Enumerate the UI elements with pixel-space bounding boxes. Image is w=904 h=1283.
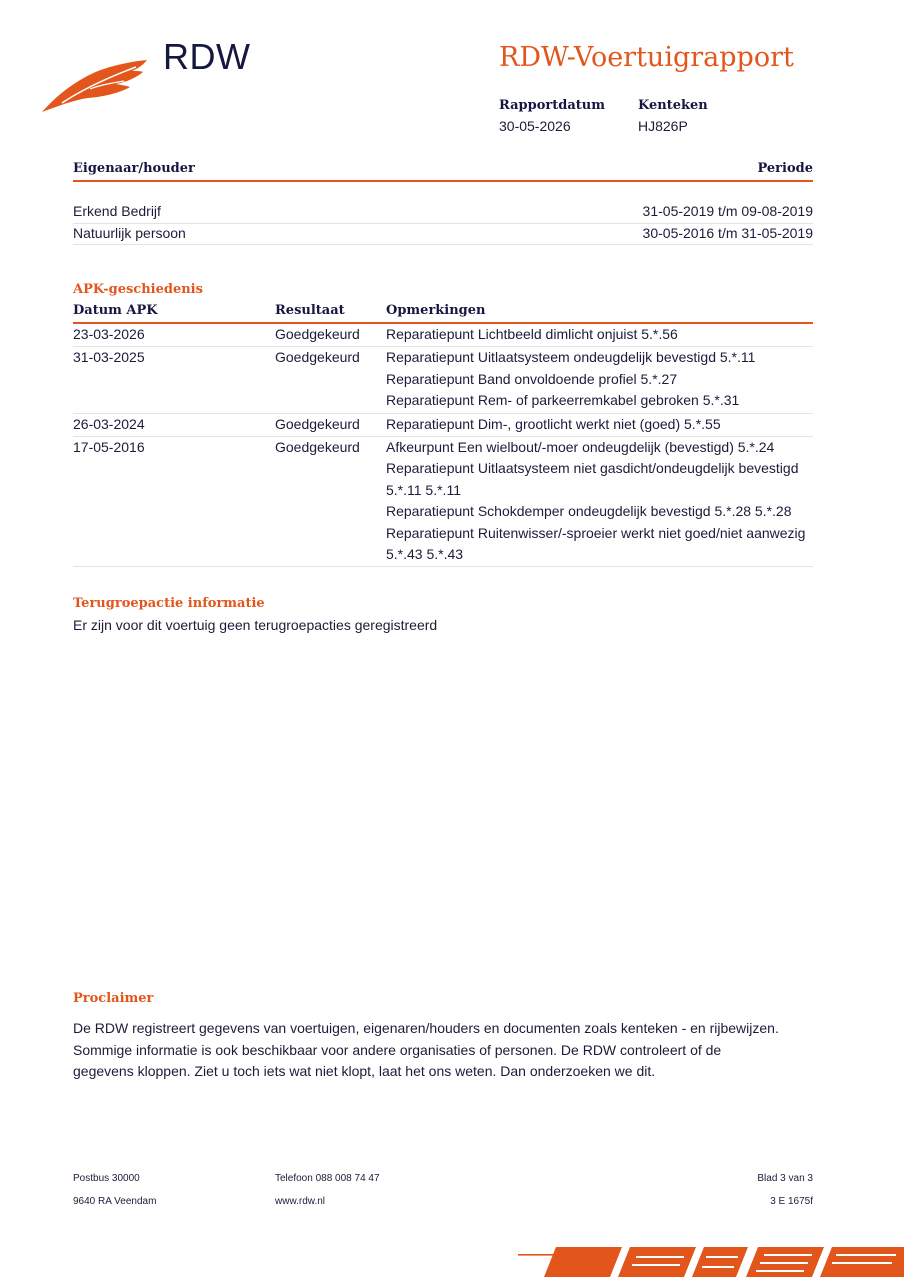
apk-date: 31-03-2025	[73, 349, 145, 366]
table-row	[73, 414, 813, 437]
owner-row-1-period: 31-05-2019 t/m 09-08-2019	[642, 203, 813, 219]
apk-result: Goedgekeurd	[275, 439, 360, 456]
apk-table	[73, 324, 813, 567]
owner-row-2-name: Natuurlijk persoon	[73, 225, 186, 241]
apk-remarks	[386, 437, 811, 565]
footer-document-code: 3 E 1675f	[770, 1196, 813, 1207]
footer-address-line-1: Postbus 30000	[73, 1173, 140, 1184]
table-row	[73, 437, 813, 567]
owner-heading-rule	[73, 180, 813, 182]
report-date: 30-05-2026	[499, 118, 571, 134]
apk-col-remarks: Opmerkingen	[386, 303, 486, 318]
apk-remark: Reparatiepunt Dim-, grootlicht werkt niet (goed) 5.*.55	[386, 415, 721, 432]
footer-page-number: Blad 3 van 3	[757, 1173, 813, 1184]
apk-remark: Reparatiepunt Rem- of parkeerremkabel gebroken 5.*.31	[386, 392, 740, 409]
apk-result: Goedgekeurd	[275, 415, 360, 432]
rdw-stripes-graphic-icon	[518, 1244, 904, 1283]
period-heading: Periode	[757, 161, 813, 176]
logo-text: RDW	[163, 36, 251, 77]
owner-row-divider	[73, 244, 813, 245]
plate-number: HJ826P	[638, 118, 688, 134]
footer-phone: Telefoon 088 008 74 47	[275, 1173, 380, 1184]
apk-remark: Reparatiepunt Uitlaatsysteem niet gasdicht/ondeugdelijk bevestigd 5.*.11 5.*.11	[386, 460, 799, 498]
proclaimer-text: De RDW registreert gegevens van voertuigen, eigenaren/houders en documenten zoals kenteken - en rijbewijzen. Sommige informatie is ook beschikbaar voor andere organisaties of personen. De RDW controleert of de gegevens kloppen. Ziet u toch iets wat niet klopt, laat het ons weten. Dan onderzoeken we dit.	[73, 1020, 779, 1080]
report-date-label: Rapportdatum	[499, 98, 605, 113]
footer-website-link[interactable]: www.rdw.nl	[275, 1196, 326, 1207]
apk-remark: Reparatiepunt Ruitenwisser/-sproeier werkt niet goed/niet aanwezig 5.*.43 5.*.43	[386, 524, 806, 563]
report-title: RDW-Voertuigrapport	[499, 42, 794, 73]
proclaimer-title: Proclaimer	[73, 991, 154, 1006]
owner-row-divider	[73, 223, 813, 224]
footer-address-line-2: 9640 RA Veendam	[73, 1196, 157, 1207]
plate-label: Kenteken	[638, 98, 708, 113]
apk-remarks	[386, 414, 811, 435]
rdw-feather-logo-icon	[40, 55, 150, 118]
apk-date: 26-03-2024	[73, 415, 145, 432]
apk-result: Goedgekeurd	[275, 326, 360, 342]
apk-title: APK-geschiedenis	[73, 282, 203, 297]
apk-result: Goedgekeurd	[275, 349, 360, 366]
table-row	[73, 347, 813, 413]
owner-row-1-name: Erkend Bedrijf	[73, 203, 161, 219]
apk-remark: Reparatiepunt Lichtbeeld dimlicht onjuist 5.*.56	[386, 326, 678, 342]
apk-date: 17-05-2016	[73, 439, 145, 456]
apk-remark: Reparatiepunt Schokdemper ondeugdelijk bevestigd 5.*.28 5.*.28	[386, 503, 792, 520]
table-row	[73, 324, 813, 347]
apk-remarks	[386, 324, 811, 345]
recall-text: Er zijn voor dit voertuig geen terugroepacties geregistreerd	[73, 617, 438, 633]
apk-remarks	[386, 347, 811, 411]
apk-date: 23-03-2026	[73, 326, 145, 342]
apk-remark: Reparatiepunt Uitlaatsysteem ondeugdelijk bevestigd 5.*.11	[386, 349, 756, 366]
owner-heading: Eigenaar/houder	[73, 161, 195, 176]
apk-remark: Reparatiepunt Band onvoldoende profiel 5.*.27	[386, 370, 678, 387]
apk-remark: Afkeurpunt Een wielbout/-moer ondeugdelijk (bevestigd) 5.*.24	[386, 439, 775, 456]
apk-col-result: Resultaat	[275, 303, 345, 318]
recall-title: Terugroepactie informatie	[73, 596, 265, 611]
owner-row-2-period: 30-05-2016 t/m 31-05-2019	[642, 225, 813, 241]
apk-col-date: Datum APK	[73, 303, 158, 318]
